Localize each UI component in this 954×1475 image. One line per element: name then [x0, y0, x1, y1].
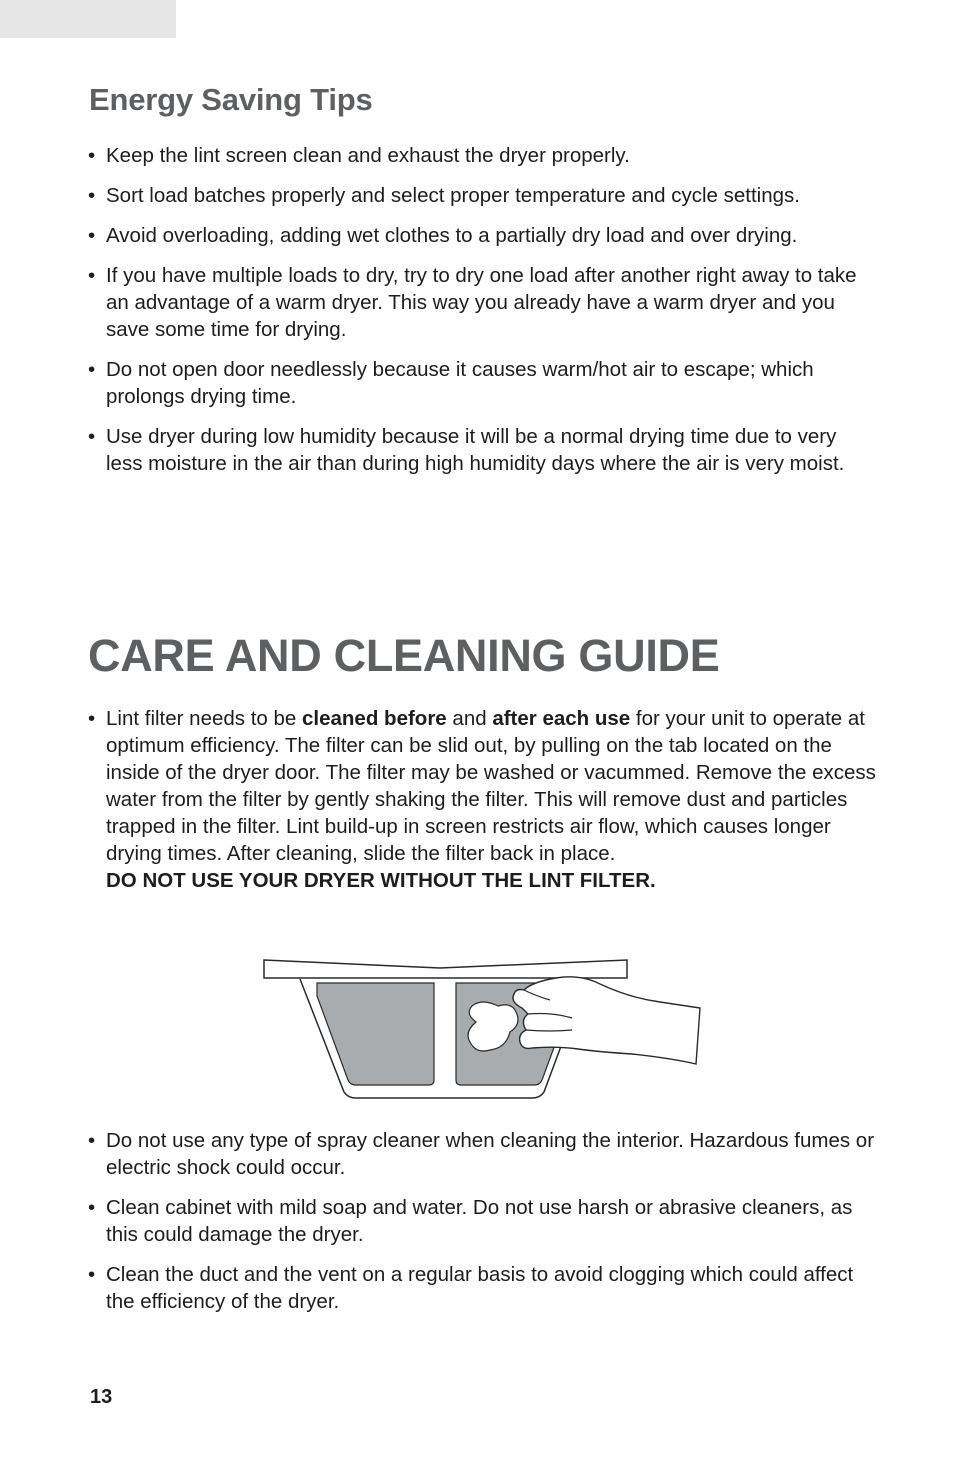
energy-tip-item: • Do not open door needlessly because it causes warm/hot air to escape; which prolongs drying time.: [88, 356, 878, 410]
lint-filter-warning: DO NOT USE YOUR DRYER WITHOUT THE LINT FILTER.: [106, 869, 656, 892]
energy-tip-item: • Keep the lint screen clean and exhaust the dryer properly.: [88, 142, 878, 169]
lint-text-2: and: [446, 707, 493, 730]
lint-text-1: Lint filter needs to be: [106, 707, 303, 730]
lint-filter-list: [88, 705, 878, 907]
energy-tip-item: • Use dryer during low humidity because it will be a normal drying time due to very less moisture in the air than during high humidity days where the air is very moist.: [88, 423, 878, 477]
cleaning-tip-item: • Clean the duct and the vent on a regular basis to avoid clogging which could affect the efficiency of the dryer.: [88, 1261, 878, 1315]
cleaning-tips-list: [88, 1127, 878, 1328]
energy-tip-item: • Sort load batches properly and select proper temperature and cycle settings.: [88, 182, 878, 209]
energy-tip-item: • Avoid overloading, adding wet clothes to a partially dry load and over drying.: [88, 222, 878, 249]
page-number: 13: [90, 1386, 113, 1408]
cleaning-tip-item: • Clean cabinet with mild soap and water. Do not use harsh or abrasive cleaners, as this could damage the dryer.: [88, 1194, 878, 1248]
lint-filter-item: [88, 705, 878, 894]
cleaning-tip-item: • Do not use any type of spray cleaner when cleaning the interior. Hazardous fumes or electric shock could occur.: [88, 1127, 878, 1181]
lint-text-3: for your unit to operate at optimum efficiency. The filter can be slid out, by pulling on the tab located on the inside of the dryer door. The filter may be washed or vacummed. Remove the excess water from the filter by gently shaking the filter. This will remove dust and particles trapped in the filter. Lint build-up in screen restricts air flow, which causes longer drying times. After cleaning, slide the filter back in place.: [106, 707, 876, 865]
lint-bold-after-each-use: after each use: [492, 707, 631, 730]
lint-filter-illustration: [260, 954, 705, 1104]
lint-bold-cleaned-before: cleaned before: [302, 707, 447, 730]
energy-tip-item: • If you have multiple loads to dry, try to dry one load after another right away to take an advantage of a warm dryer. This way you already have a warm dryer and you save some time for drying.: [88, 262, 878, 343]
energy-tips-list: [88, 142, 878, 490]
energy-saving-tips-heading: Energy Saving Tips: [89, 82, 373, 117]
page-corner-tab: [0, 0, 176, 38]
care-cleaning-heading: CARE AND CLEANING GUIDE: [88, 630, 720, 681]
